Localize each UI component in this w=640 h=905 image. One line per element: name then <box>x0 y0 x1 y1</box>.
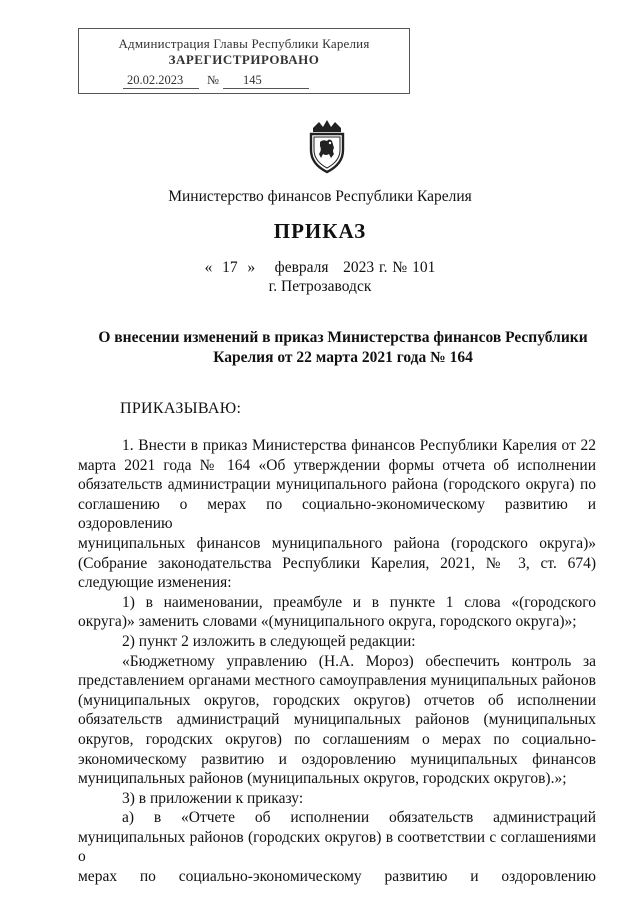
body-line: округа)» заменить словами «(муниципального округа, городского округа)»; <box>78 613 577 631</box>
stamp-number: 145 <box>223 73 309 89</box>
body-line: 1. Внести в приказ Министерства финансов Республики Карелия от 22 <box>122 437 596 454</box>
stamp-registration-line <box>123 73 309 89</box>
order-date-number: « 17 » февраля 2023 г. № 101 <box>204 259 436 276</box>
body-line: 3) в приложении к приказу: <box>122 789 304 807</box>
ministry-name: Министерство финансов Республики Карелия <box>168 188 472 205</box>
registration-stamp <box>78 28 410 94</box>
body-line: а) в «Отчете об исполнении обязательств администраций <box>122 809 596 827</box>
stamp-number-label: № <box>207 73 219 87</box>
body-line: обязательств администрации муниципального района (городского округа) по <box>78 476 596 494</box>
subject-line: О внесении изменений в приказ Министерства финансов Республики <box>98 329 588 346</box>
body-line: обязательств администраций муниципальных районов (муниципальных <box>78 711 596 729</box>
body-line: (муниципальных округов, городских округов) отчетов об исполнении <box>78 691 596 709</box>
body-line: 1) в наименовании, преамбуле и в пункте 1 слова «(городского <box>122 593 596 611</box>
body-line: (Собрание законодательства Республики Карелия, 2021, № 3, ст. 674) <box>78 554 596 572</box>
body-line: 2) пункт 2 изложить в следующей редакции: <box>122 632 416 650</box>
stamp-organization: Администрация Главы Республики Карелия <box>118 36 370 51</box>
city-name: г. Петрозаводск <box>268 278 372 295</box>
body-line: округов, городских округов) по соглашениям о мерах по социально- <box>78 730 596 748</box>
subject-line: Карелия от 22 марта 2021 года № 164 <box>213 349 473 366</box>
body-line: соглашению о мерах по социально-экономическому развитию и оздоровлению <box>78 495 596 533</box>
body-line: «Бюджетному управлению (Н.А. Мороз) обеспечить контроль за <box>122 652 596 670</box>
document-body <box>78 436 596 887</box>
karelia-coat-of-arms-icon <box>305 118 349 174</box>
body-line: представлением органами местного самоуправления муниципальных районов <box>78 672 596 690</box>
stamp-date: 20.02.2023 <box>123 73 199 89</box>
order-subject <box>78 328 608 368</box>
order-keyword: ПРИКАЗЫВАЮ: <box>120 400 242 417</box>
body-line: муниципальных районов (муниципальных округов, городских округов).»; <box>78 770 567 788</box>
body-line: муниципальных финансов муниципального района (городского округа)» <box>78 534 596 552</box>
body-line: мерах по социально-экономическому развитию и оздоровлению <box>78 868 596 886</box>
stamp-registered-label: ЗАРЕГИСТРИРОВАНО <box>168 52 320 67</box>
document-type-title: ПРИКАЗ <box>273 219 367 243</box>
body-line: марта 2021 года № 164 «Об утверждении формы отчета об исполнении <box>78 456 596 474</box>
body-line: следующие изменения: <box>78 574 232 592</box>
body-line: муниципальных районов (городских округов) в соответствии с соглашениями о <box>78 828 596 866</box>
body-line: экономическому развитию и оздоровлению муниципальных финансов <box>78 750 596 768</box>
